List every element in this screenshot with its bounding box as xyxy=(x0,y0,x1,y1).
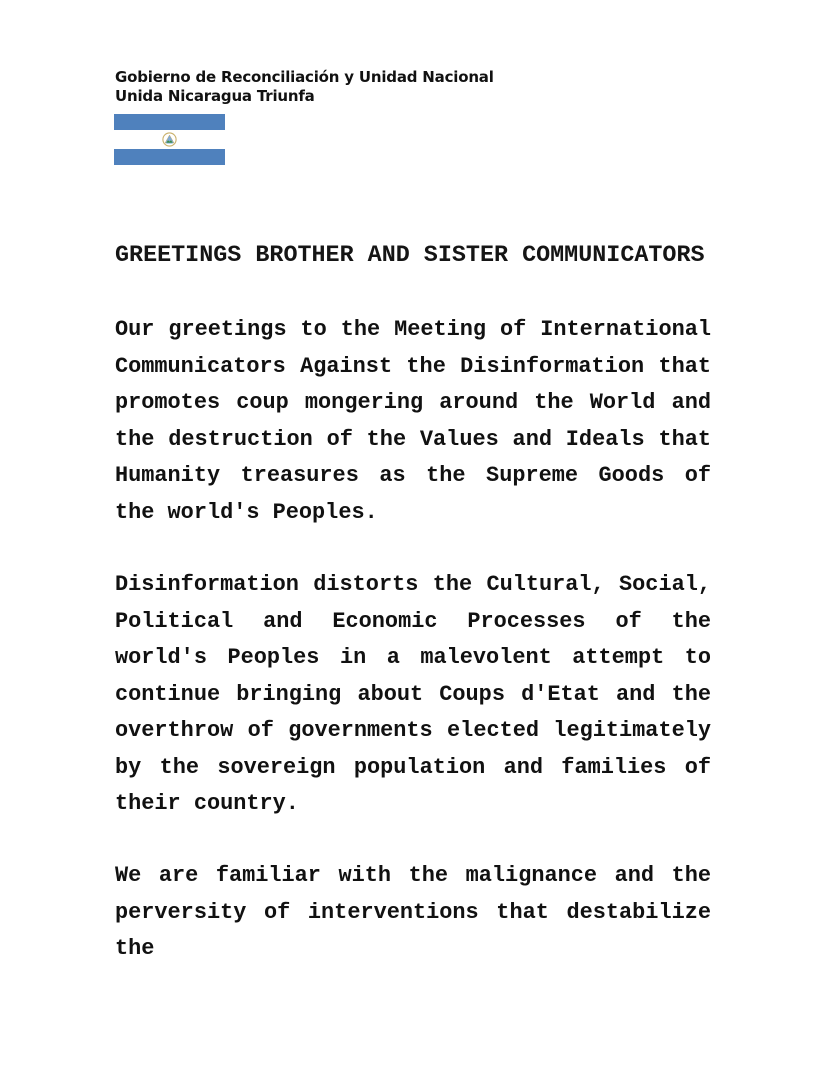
document-heading: GREETINGS BROTHER AND SISTER COMMUNICATORS xyxy=(115,243,705,269)
paragraph-2: Disinformation distorts the Cultural, Social, Political and Economic Processes of the world's Peoples in a malevolent attempt to continue bringing about Coups d'Etat and the overthrow of governments elected legitimately by the sovereign population and families of their country. xyxy=(115,572,711,816)
coat-of-arms-icon xyxy=(162,132,177,147)
flag-top-stripe xyxy=(114,114,225,130)
paragraph-1: Our greetings to the Meeting of International Communicators Against the Disinformation that promotes coup mongering around the World and the destruction of the Values and Ideals that Humanity treasures as the Supreme Goods of the world's Peoples. xyxy=(115,317,711,525)
letterhead-slogan: Unida Nicaragua Triunfa xyxy=(115,87,315,105)
letterhead-government-name: Gobierno de Reconciliación y Unidad Nacional xyxy=(115,68,494,86)
nicaragua-flag-icon xyxy=(114,114,225,165)
letterhead xyxy=(115,68,494,106)
flag-bottom-stripe xyxy=(114,149,225,165)
paragraph-3: We are familiar with the malignance and the perversity of interventions that destabilize the xyxy=(115,863,711,961)
